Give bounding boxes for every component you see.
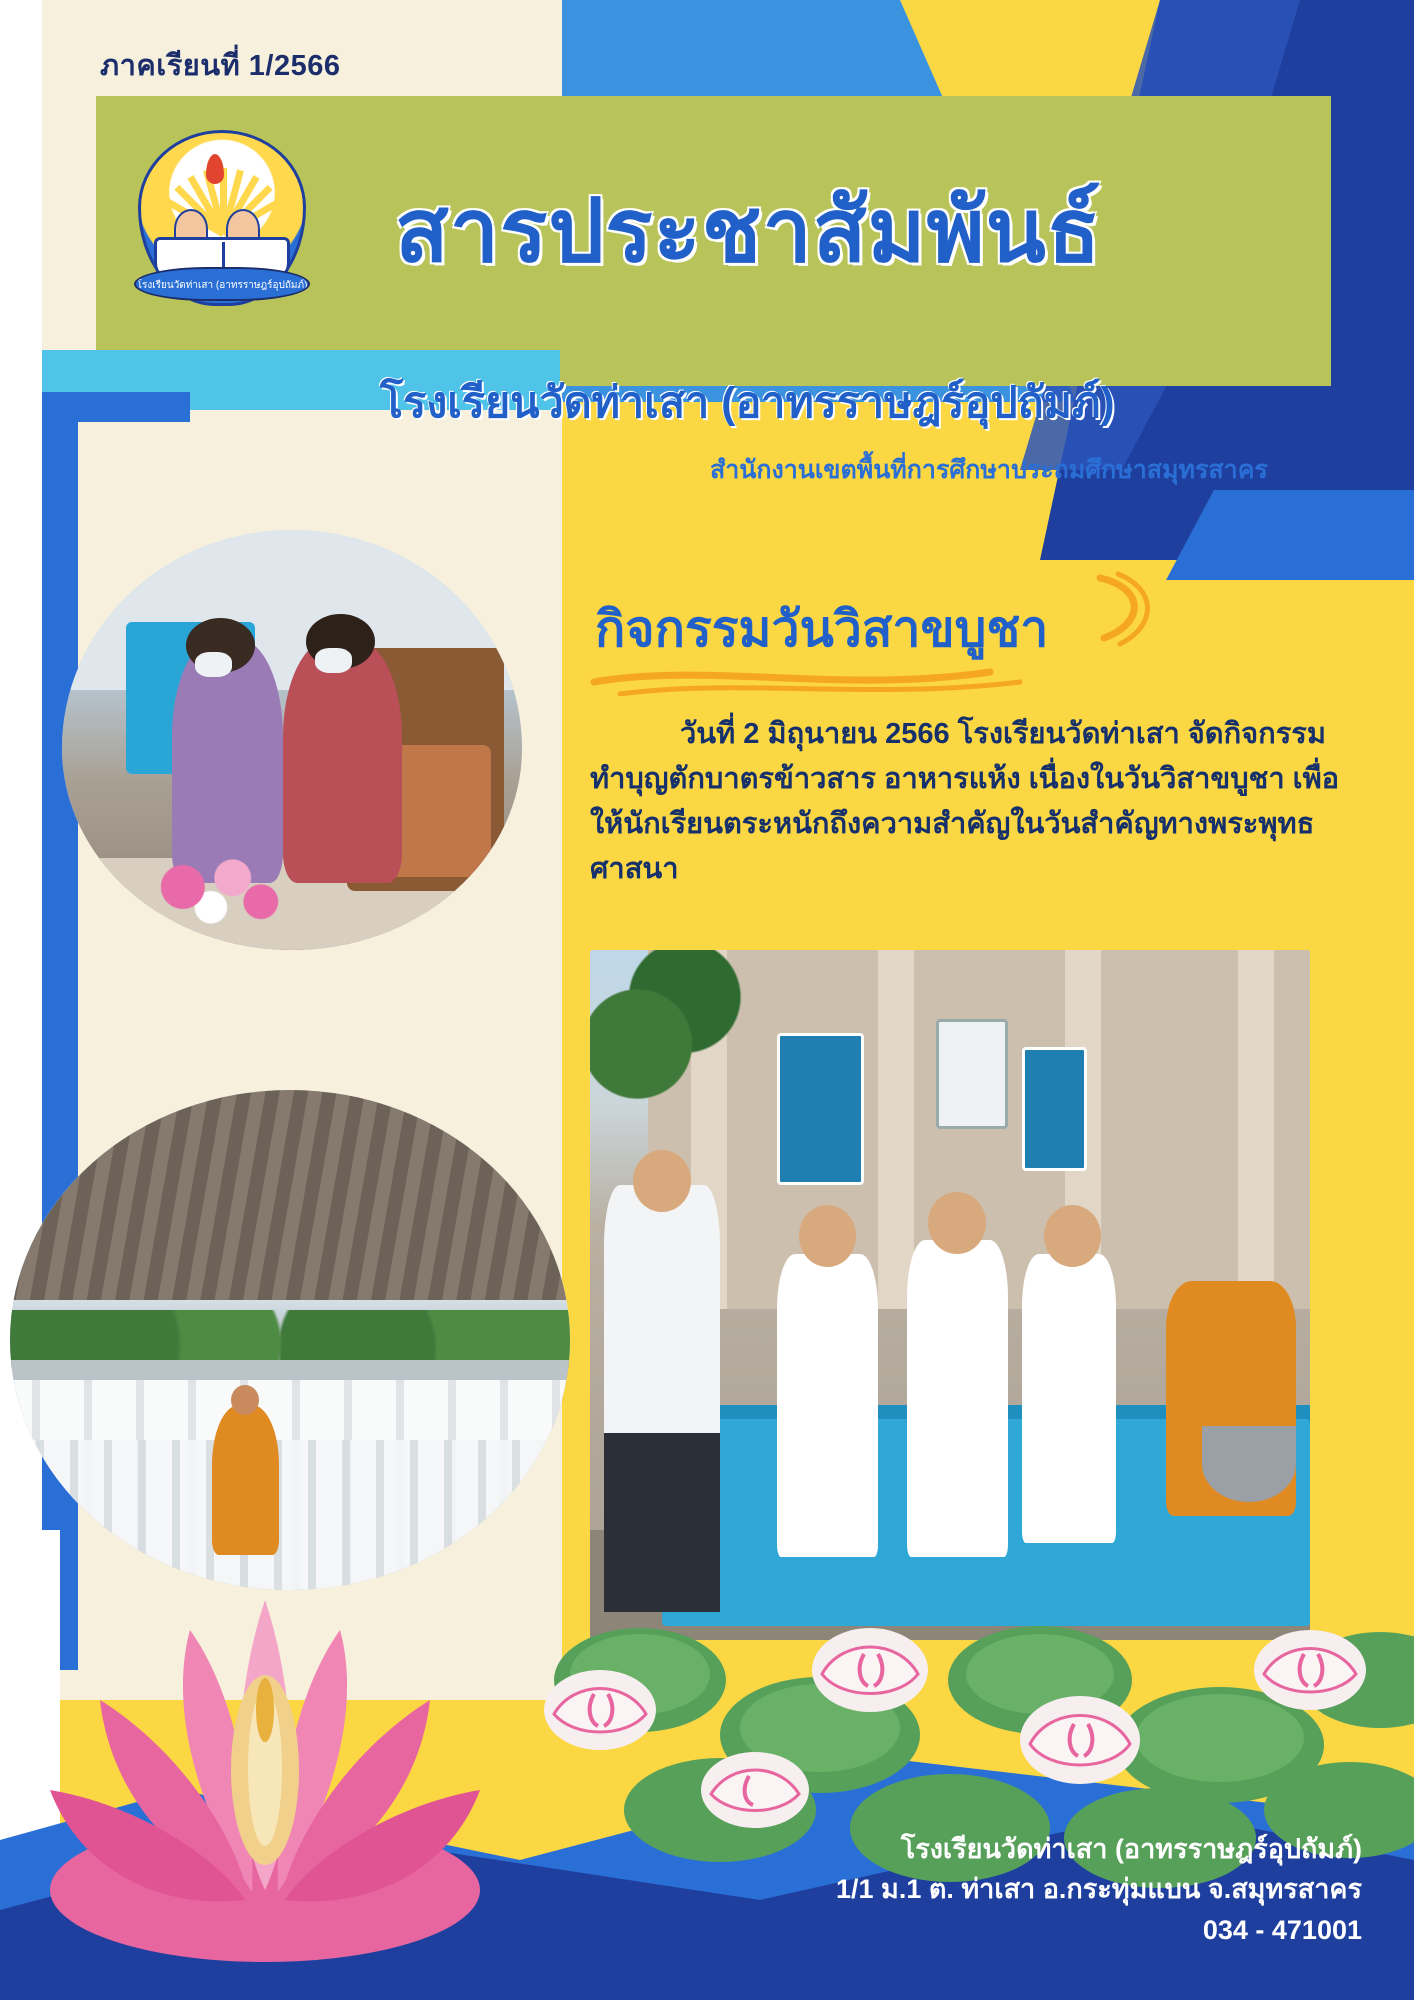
office-label: สำนักงานเขตพื้นที่การศึกษาประถมศึกษาสมุทรสาคร — [710, 456, 1268, 484]
page-subtitle: โรงเรียนวัดท่าเสา (อาทรราษฎร์อุปถัมภ์) — [380, 379, 1115, 427]
logo-ribbon-text: โรงเรียนวัดท่าเสา (อาทรราษฎร์อุปถัมภ์) — [134, 267, 310, 301]
page-title: สารประชาสัมพันธ์ — [395, 181, 1102, 280]
article-body: วันที่ 2 มิถุนายน 2566 โรงเรียนวัดท่าเสา จัดกิจกรรมทำบุญตักบาตรข้าวสาร อาหารแห้ง เนื่องในวันวิสาขบูชา เพื่อให้นักเรียนตระหนักถึงความสำคัญในวันสำคัญทางพระพุทธศาสนา — [590, 718, 1340, 885]
footer-contact — [836, 1829, 1362, 1951]
lotus-flower-illustration — [40, 1560, 490, 1980]
article-heading: กิจกรรมวันวิสาขบูชา — [595, 601, 1049, 657]
school-logo — [130, 126, 315, 311]
photo-students-assembly — [10, 1090, 570, 1590]
heading-underline-swash — [590, 660, 1110, 696]
footer-address: 1/1 ม.1 ต. ท่าเสา อ.กระทุ่มแบน จ.สมุทรสาคร — [836, 1874, 1362, 1904]
footer-school-name: โรงเรียนวัดท่าเสา (อาทรราษฎร์อุปถัมภ์) — [900, 1833, 1362, 1864]
term-label: ภาคเรียนที่ 1/2566 — [100, 50, 341, 82]
footer-phone: 034 - 471001 — [1202, 1914, 1362, 1945]
photo-alms-offering — [590, 950, 1310, 1640]
photo-merit-ceremony — [62, 530, 522, 950]
heading-curl-decoration — [1090, 568, 1160, 648]
